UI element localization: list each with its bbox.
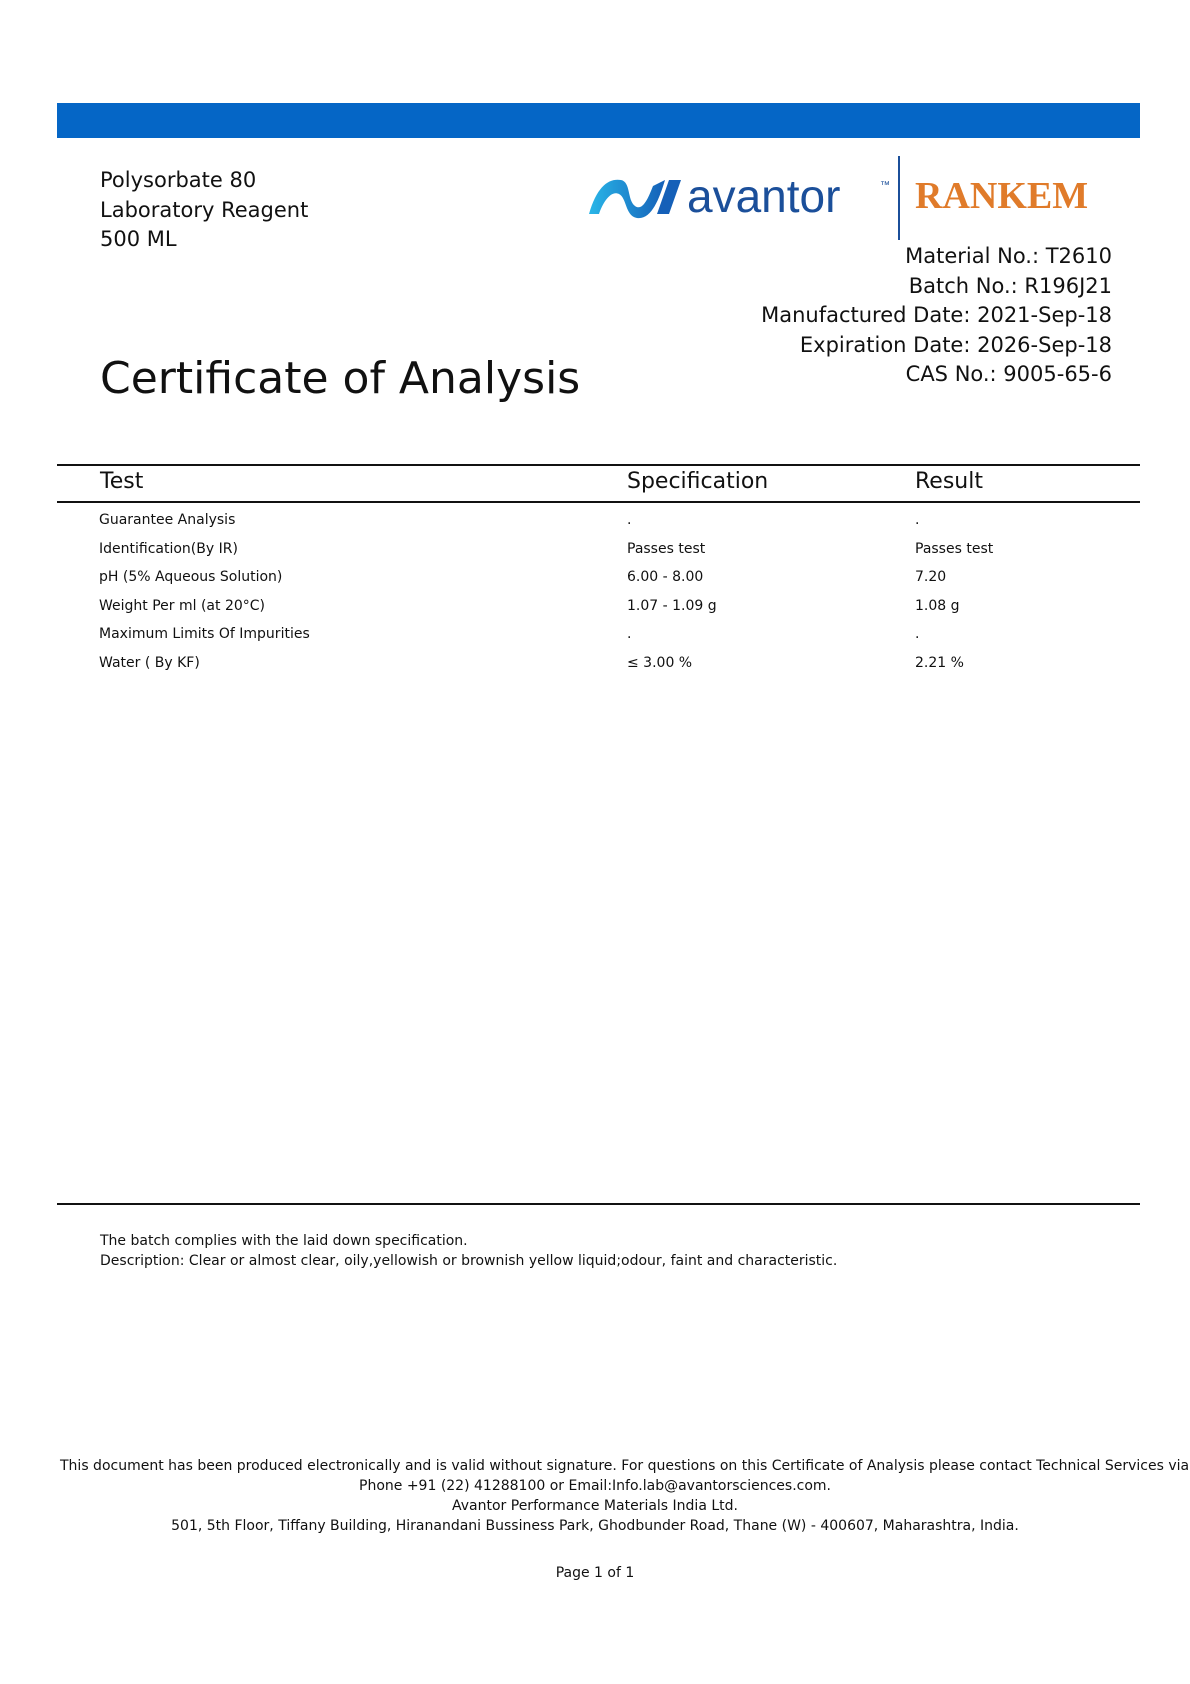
trademark-mark: ™ [880,180,890,191]
column-header-test: Test [100,469,144,494]
product-grade: Laboratory Reagent [100,198,309,222]
table-row [0,563,1190,592]
result-cell: . [915,512,920,528]
header-color-bar [57,103,1140,138]
test-cell: Guarantee Analysis [99,512,236,528]
specification-cell: . [627,626,632,642]
result-cell: 1.08 g [915,597,960,614]
product-name: Polysorbate 80 [100,168,257,192]
specification-cell: 1.07 - 1.09 g [627,597,717,614]
table-header-rule [57,501,1140,503]
notes-rule [57,1203,1140,1205]
page-number: Page 1 of 1 [555,1565,635,1581]
pack-size: 500 ML [100,227,177,251]
product-description: Description: Clear or almost clear, oily,yellowish or brownish yellow liquid;odour, faint and characteristic. [100,1253,838,1269]
result-cell: 7.20 [915,569,947,585]
table-row [0,535,1190,564]
logo-divider [898,156,900,240]
specification-cell: ≤ 3.00 % [627,654,693,671]
column-header-specification: Specification [627,469,769,494]
avantor-swoosh-icon [589,180,681,218]
test-cell: Weight Per ml (at 20°C) [99,597,265,614]
table-row [0,649,1190,678]
table-row [0,620,1190,649]
footer-address: 501, 5th Floor, Tiffany Building, Hiranandani Bussiness Park, Ghodbunder Road, Thane (W) - 400607, Maharashtra, India. [171,1518,1019,1534]
column-header-result: Result [915,469,983,494]
cas-number: CAS No.: 9005-65-6 [905,362,1112,386]
specification-cell: Passes test [627,540,706,557]
footer [60,1456,1190,1536]
manufactured-date: Manufactured Date: 2021-Sep-18 [761,303,1112,327]
table-top-rule [57,464,1140,466]
footer-contact: Phone +91 (22) 41288100 or Email:Info.lab@avantorsciences.com. [359,1478,831,1494]
test-cell: pH (5% Aqueous Solution) [99,569,283,585]
avantor-rankem-logo [587,156,1112,242]
expiration-date: Expiration Date: 2026-Sep-18 [799,333,1112,357]
material-number: Material No.: T2610 [905,244,1112,268]
result-cell: 2.21 % [915,654,964,671]
result-cell: Passes test [915,540,994,557]
table-row [0,592,1190,621]
batch-number: Batch No.: R196J21 [908,274,1112,298]
test-cell: Identification(By IR) [99,540,238,557]
compliance-statement: The batch complies with the laid down specification. [100,1233,468,1249]
specification-cell: . [627,512,632,528]
specification-cell: 6.00 - 8.00 [627,569,704,585]
test-cell: Maximum Limits Of Impurities [99,626,310,642]
avantor-wordmark: avantor [687,170,841,222]
footer-disclaimer: This document has been produced electronically and is valid without signature. For questions on this Certificate of Analysis please contact Technical Services via [60,1458,1190,1474]
rankem-wordmark: RANKEM [915,175,1089,217]
result-cell: . [915,626,920,642]
document-title: Certificate of Analysis [100,353,581,404]
footer-company: Avantor Performance Materials India Ltd. [452,1498,738,1514]
results-table-body [0,506,1190,677]
table-row [0,506,1190,535]
test-cell: Water ( By KF) [99,654,200,671]
